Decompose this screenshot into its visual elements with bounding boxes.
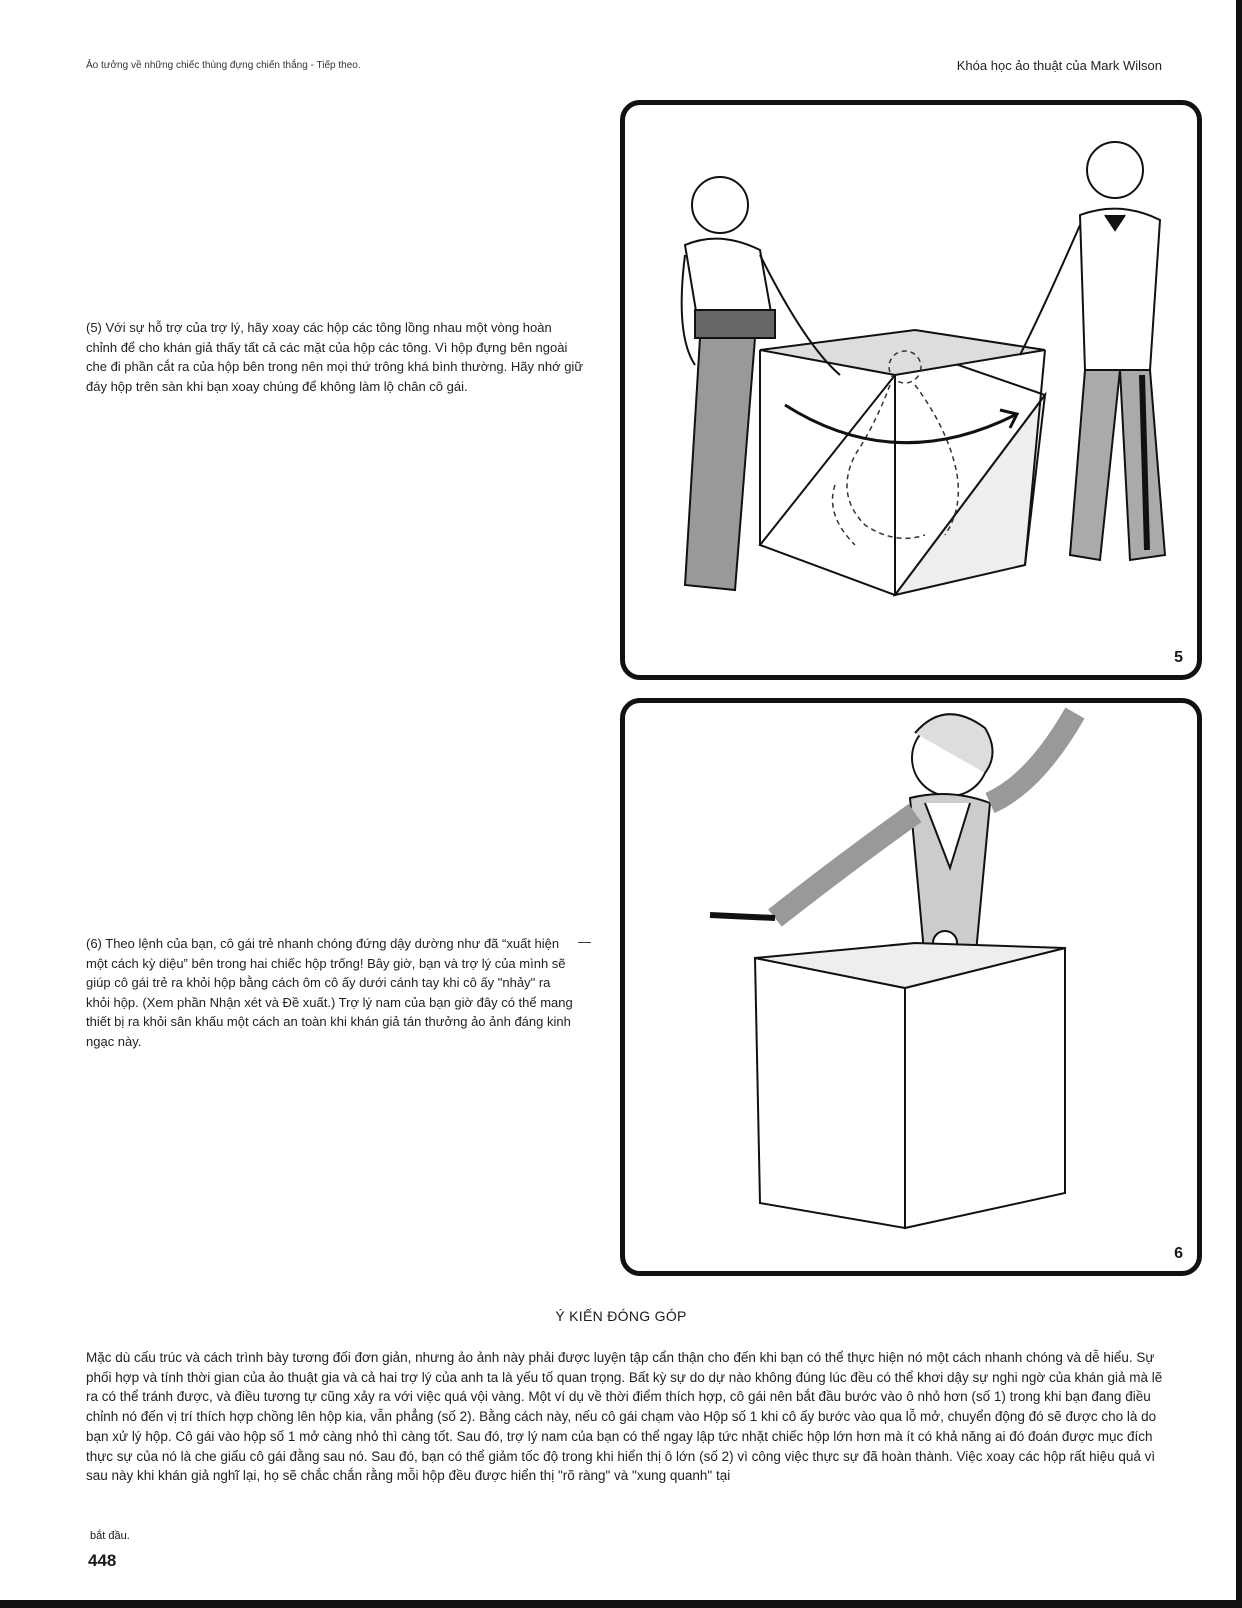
figure-5-panel: [620, 100, 1202, 680]
comments-final-word: bắt đầu.: [90, 1530, 130, 1542]
comments-heading: Ý KIẾN ĐÓNG GÓP: [555, 1308, 687, 1324]
box-top-opening: [760, 330, 1045, 375]
page-number: 448: [88, 1551, 117, 1570]
scan-edge-right: [1236, 0, 1242, 1608]
scan-edge-bottom: [0, 1600, 1242, 1608]
figure-6-illustration: [625, 703, 1197, 1271]
step-5-caption: (5) Với sự hỗ trợ của trợ lý, hãy xoay các hộp các tông lồng nhau một vòng hoàn chỉnh để cho khán giả thấy tất cả các mặt của hộp các tông. Vì hộp đựng bên ngoài che đi phần cắt ra của hộp bên trong nên mọi thứ trông khá bình thường. Hãy nhớ giữ đáy hộp trên sàn khi bạn xoay chúng để không làm lộ chân cô gái.: [86, 320, 584, 394]
figure-5-illustration: [625, 105, 1197, 675]
girl-appearing: [710, 713, 1075, 963]
figure-6-panel: [620, 698, 1202, 1276]
figure-5-number: 5: [1174, 649, 1183, 666]
running-header-left: Ảo tưởng về những chiếc thùng đựng chiến thắng - Tiếp theo.: [86, 60, 361, 71]
box-side: [905, 948, 1065, 1228]
box-front: [755, 958, 905, 1228]
caption-dash: —: [578, 934, 591, 949]
comments-body: Mặc dù cấu trúc và cách trình bày tương đối đơn giản, nhưng ảo ảnh này phải được luyện tập cẩn thận cho đến khi bạn có thể thực hiện nó một cách nhanh chóng và dễ hiểu. Sự phối hợp và tính thời gian của ảo thuật gia và cả hai trợ lý của anh ta là yếu tố quan trọng. Bất kỳ sự do dự nào không đúng lúc đều có thể khơi dậy sự nghi ngờ của khán giả mà lẽ ra có thể tránh được, và điều tương tự cũng xảy ra với việc quá vội vàng. Một ví dụ về thời điểm thích hợp, cô gái nên bắt đầu bước vào ô nhỏ hơn (số 1) trong khi bạn đang điều chỉnh nó đến vị trí thích hợp chồng lên hộp kia, vẫn phẳng (số 2). Bằng cách này, nếu cô gái chạm vào Hộp số 1 khi cô ấy bước vào qua lỗ mở, chuyển động đó sẽ được cho là do bạn xử lý hộp. Cô gái vào hộp số 1 mở càng nhỏ thì càng tốt. Sau đó, trợ lý nam của bạn có thể ngay lập tức nhặt chiếc hộp lớn hơn mà ít có khả năng ai đó đoán được mục đích thực sự của nó là che giấu cô gái đằng sau nó. Sau đó, bạn có thể giảm tốc độ trong khi hiển thị ô lớn (số 2) vì công việc thực sự đã hoàn thành. Việc xoay các hộp rất hiệu quả vì sau này khi khán giả nghĩ lại, họ sẽ chắc chắn rằng mỗi hộp đều được hiển thị "rõ ràng" và "xung quanh" tại: [86, 1350, 1163, 1484]
figure-6-number: 6: [1174, 1245, 1183, 1262]
step-6-caption: (6) Theo lệnh của bạn, cô gái trẻ nhanh chóng đứng dậy dường như đã “xuất hiện một cách kỳ diệu” bên trong hai chiếc hộp trống! Bây giờ, bạn và trợ lý của mình sẽ giúp cô gái trẻ ra khỏi hộp bằng cách ôm cô ấy dưới cánh tay khi cô ấy "nhảy" ra khỏi hộp. (Xem phần Nhận xét và Đề xuất.) Trợ lý nam của bạn giờ đây có thể mang thiết bị ra khỏi sân khấu một cách an toàn khi khán giả tán thưởng ảo ảnh đáng kinh ngạc này.: [86, 936, 573, 1049]
running-header-right: Khóa học ảo thuật của Mark Wilson: [956, 58, 1162, 73]
